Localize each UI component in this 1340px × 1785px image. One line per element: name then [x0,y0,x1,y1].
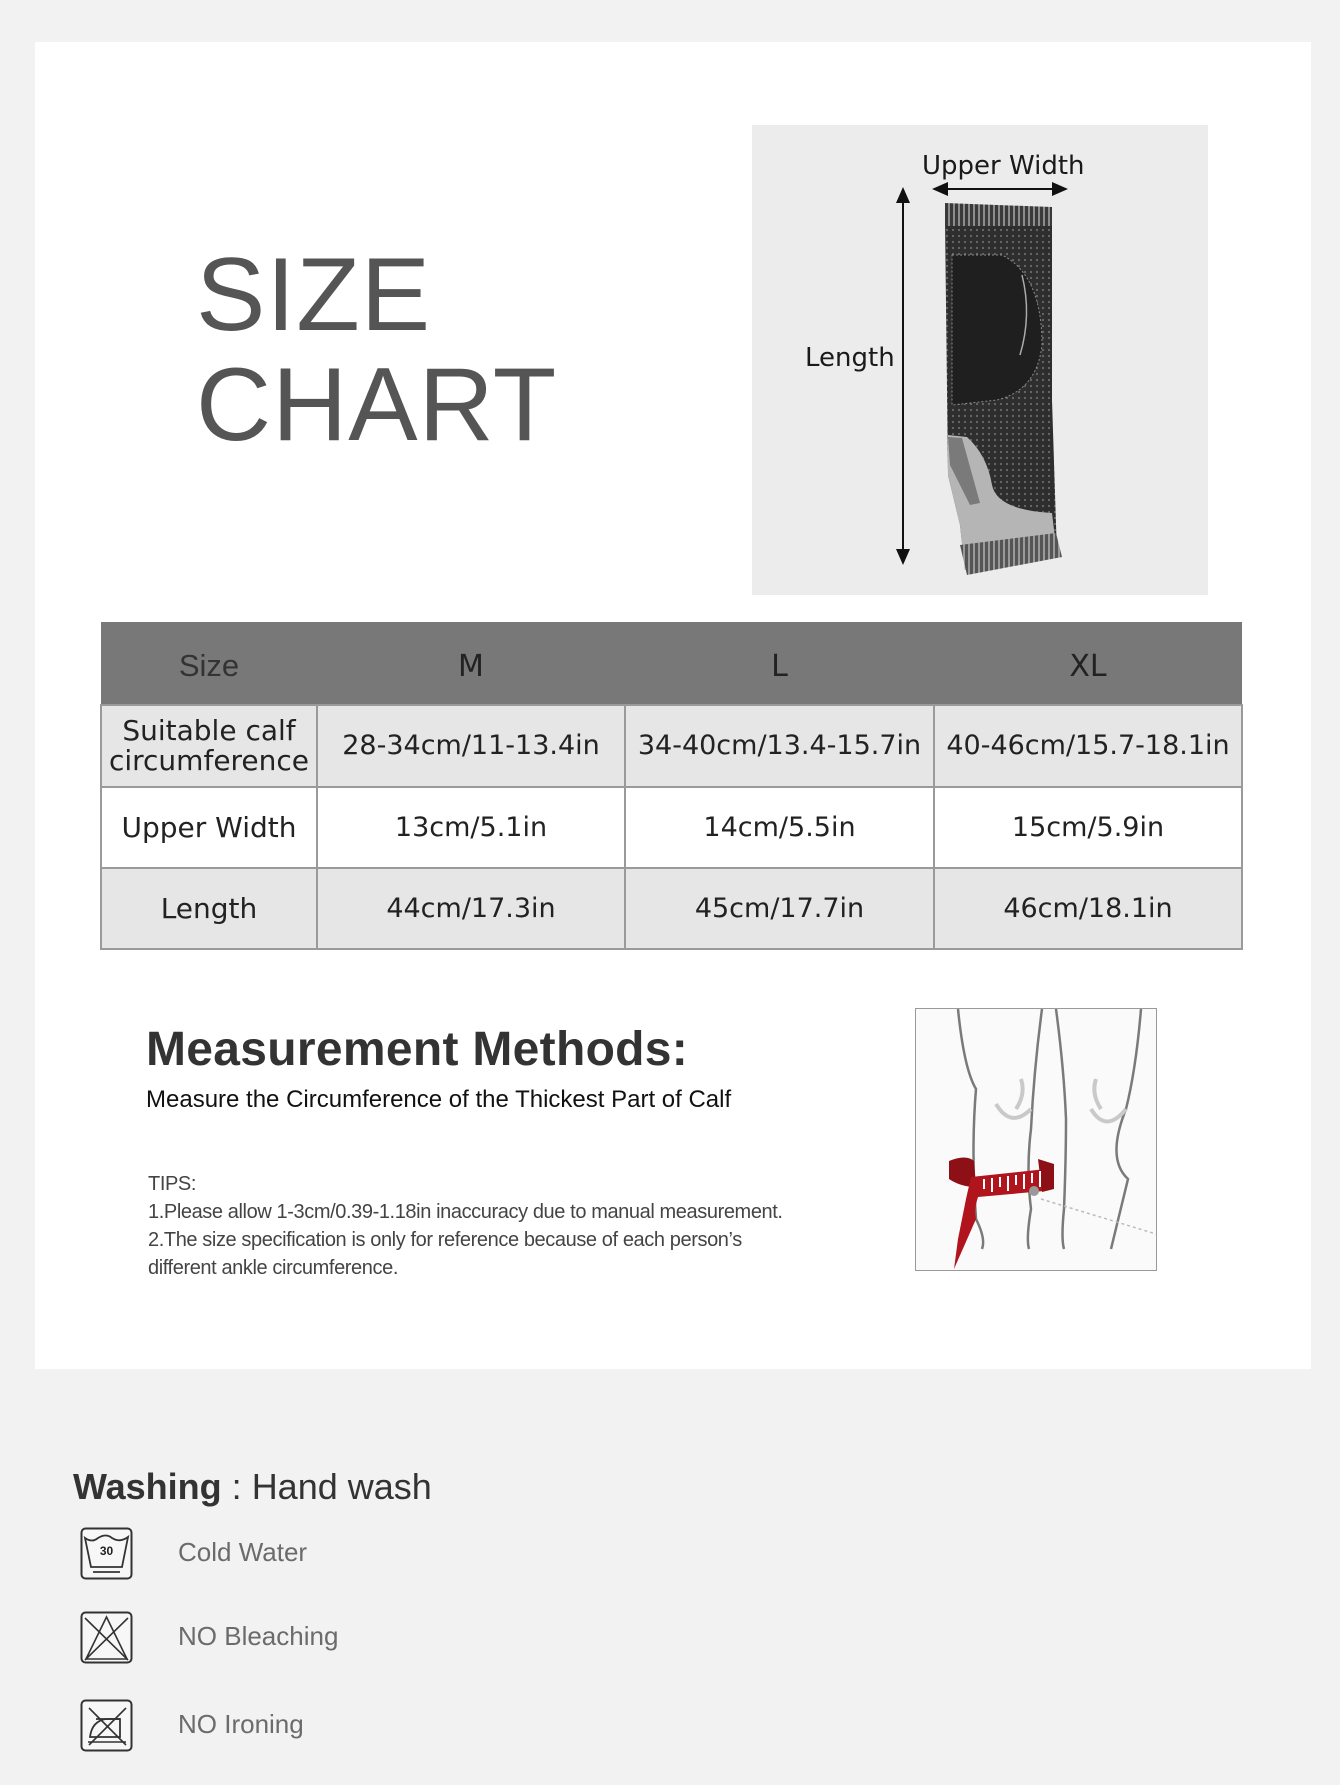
header-size: Size [101,622,317,705]
table-cell: 28-34cm/11-13.4in [317,705,625,787]
tips-block [148,1170,783,1282]
no-bleach-icon [80,1611,133,1664]
table-cell: 14cm/5.5in [625,787,934,868]
table-cell: 46cm/18.1in [934,868,1242,949]
header-l: L [625,622,934,705]
wash-30-icon [80,1527,133,1580]
svg-text:30: 30 [99,1544,114,1558]
tip-2-cont: different ankle circumference. [148,1257,398,1279]
tip-2: 2.The size specification is only for reference because of each person’s [148,1229,742,1251]
length-label: Length [805,343,895,373]
title-line-2: CHART [196,347,558,463]
measurement-subtitle: Measure the Circumference of the Thickest Part of Calf [146,1086,732,1113]
washing-heading [73,1466,432,1508]
table-row-calf-circumference [101,705,1242,787]
header-xl: XL [934,622,1242,705]
row-label-line-1: Suitable calf [122,714,296,747]
upper-width-label: Upper Width [922,151,1085,181]
size-chart-title [196,237,558,463]
measurement-methods-title: Measurement Methods: [146,1023,689,1076]
washing-value: Hand wash [251,1466,432,1507]
row-label: Length [101,868,317,949]
table-cell: 44cm/17.3in [317,868,625,949]
table-cell: 34-40cm/13.4-15.7in [625,705,934,787]
care-label: NO Ironing [178,1709,304,1739]
row-label-line-2: circumference [108,744,310,777]
size-table [100,622,1243,950]
table-cell: 15cm/5.9in [934,787,1242,868]
no-iron-icon [80,1699,133,1752]
table-cell: 45cm/17.7in [625,868,934,949]
table-cell: 13cm/5.1in [317,787,625,868]
row-label: Upper Width [101,787,317,868]
calf-measurement-illustration [915,1008,1157,1271]
product-diagram [752,125,1208,595]
tip-1: 1.Please allow 1-3cm/0.39-1.18in inaccuracy due to manual measurement. [148,1201,783,1223]
washing-separator: : [221,1466,252,1507]
washing-label: Washing [73,1466,222,1507]
size-table-header [101,622,1242,705]
row-label [101,705,317,787]
care-label: Cold Water [178,1537,308,1567]
table-cell: 40-46cm/15.7-18.1in [934,705,1242,787]
legs-tape-measure-icon [916,1009,1156,1270]
header-m: M [317,622,625,705]
tips-label: TIPS: [148,1173,197,1195]
title-line-1: SIZE [196,237,432,353]
table-row-upper-width [101,787,1242,868]
table-row-length [101,868,1242,949]
care-label: NO Bleaching [178,1621,339,1651]
